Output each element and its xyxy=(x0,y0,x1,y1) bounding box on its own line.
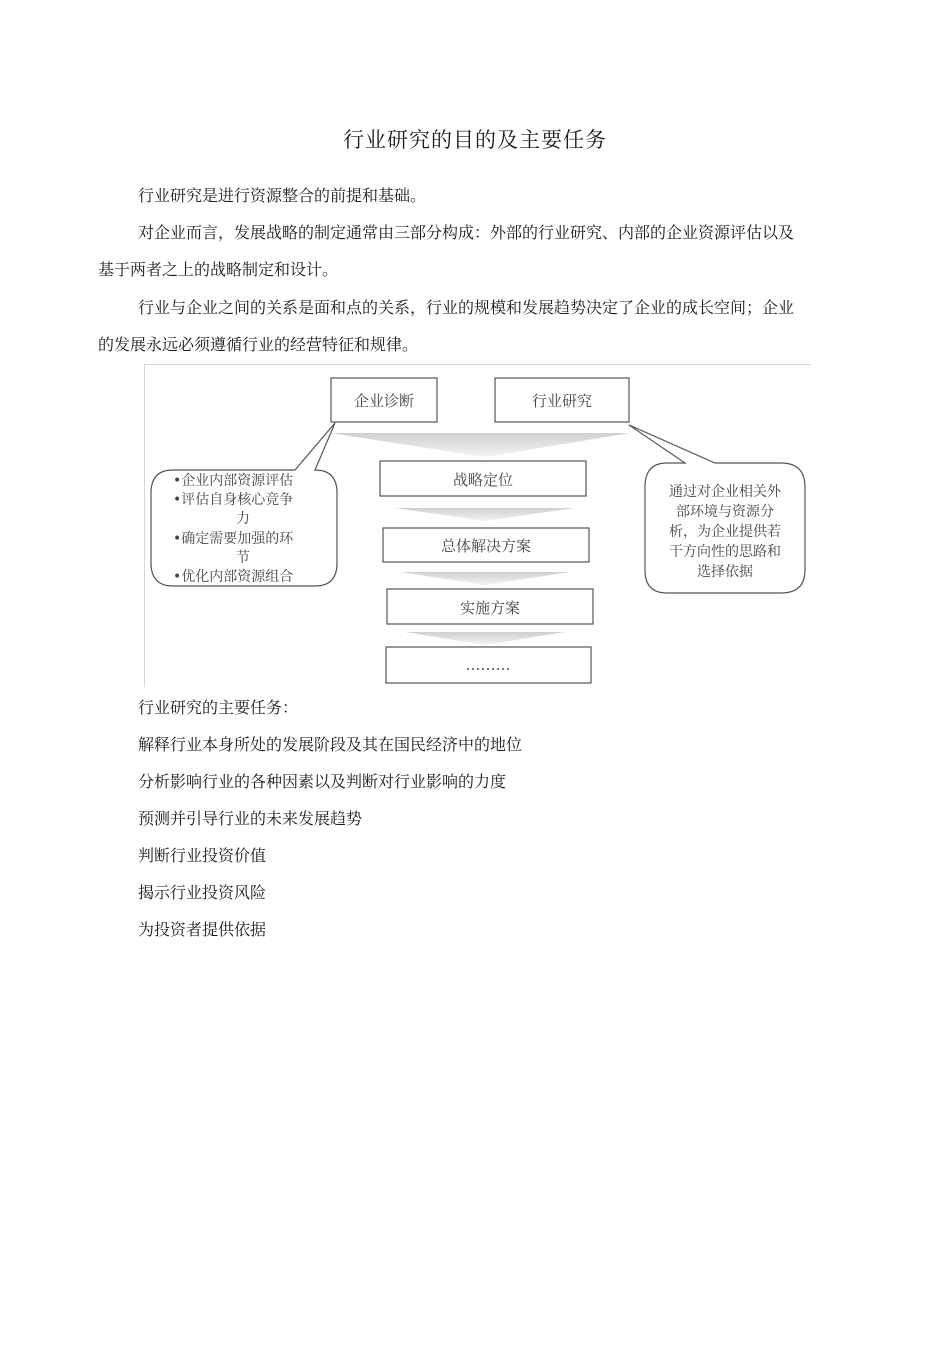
task-item: 预测并引导行业的未来发展趋势 xyxy=(138,809,363,828)
step-label-2: 总体解决方案 xyxy=(440,537,532,555)
paragraph-2: 对企业而言，发展战略的制定通常由三部分构成：外部的行业研究、内部的企业资源评估以及基于两者之上的战略制定和设计。 xyxy=(98,223,795,279)
chevron-band-2 xyxy=(395,508,575,521)
tasks-heading: 行业研究的主要任务： xyxy=(138,698,299,717)
step-label-3: 实施方案 xyxy=(459,599,521,617)
left-bubble-line-5: 节 xyxy=(236,550,250,566)
right-bubble-line-5: 选择依据 xyxy=(697,564,753,580)
chevron-band-4 xyxy=(405,632,565,645)
paragraph-3: 行业与企业之间的关系是面和点的关系，行业的规模和发展趋势决定了企业的成长空间；企业的发展永远必须遵循行业的经营特征和规律。 xyxy=(98,298,795,354)
strategy-diagram-svg xyxy=(145,365,811,687)
chevron-band-1 xyxy=(330,433,630,457)
task-item: 解释行业本身所处的发展阶段及其在国民经济中的地位 xyxy=(138,735,523,754)
left-bubble-line-1: •企业内部资源评估 xyxy=(173,473,294,489)
left-bubble-line-6: •优化内部资源组合 xyxy=(173,569,294,585)
right-bubble-line-2: 部环境与资源分 xyxy=(676,504,774,520)
strategy-diagram xyxy=(144,364,811,687)
right-bubble-line-1: 通过对企业相关外 xyxy=(669,484,781,500)
right-bubble-line-3: 析，为企业提供若 xyxy=(669,524,781,540)
task-item: 揭示行业投资风险 xyxy=(138,883,267,902)
task-item: 为投资者提供依据 xyxy=(138,920,267,939)
left-bubble-line-3: 力 xyxy=(236,511,250,527)
box-enterprise-diagnosis-label: 企业诊断 xyxy=(353,392,415,410)
left-bubble-line-2: •评估自身核心竞争 xyxy=(173,492,294,508)
step-label-4: ……… xyxy=(465,656,511,674)
left-bubble-line-4: •确定需要加强的环 xyxy=(173,531,294,547)
right-bubble-line-4: 干方向性的思路和 xyxy=(669,544,781,560)
paragraph-1: 行业研究是进行资源整合的前提和基础。 xyxy=(138,186,427,205)
step-label-1: 战略定位 xyxy=(452,471,514,489)
task-item: 判断行业投资价值 xyxy=(138,846,267,865)
chevron-band-3 xyxy=(400,572,570,585)
page-title: 行业研究的目的及主要任务 xyxy=(343,128,607,152)
box-industry-research-label: 行业研究 xyxy=(531,392,593,410)
task-item: 分析影响行业的各种因素以及判断对行业影响的力度 xyxy=(138,772,507,791)
